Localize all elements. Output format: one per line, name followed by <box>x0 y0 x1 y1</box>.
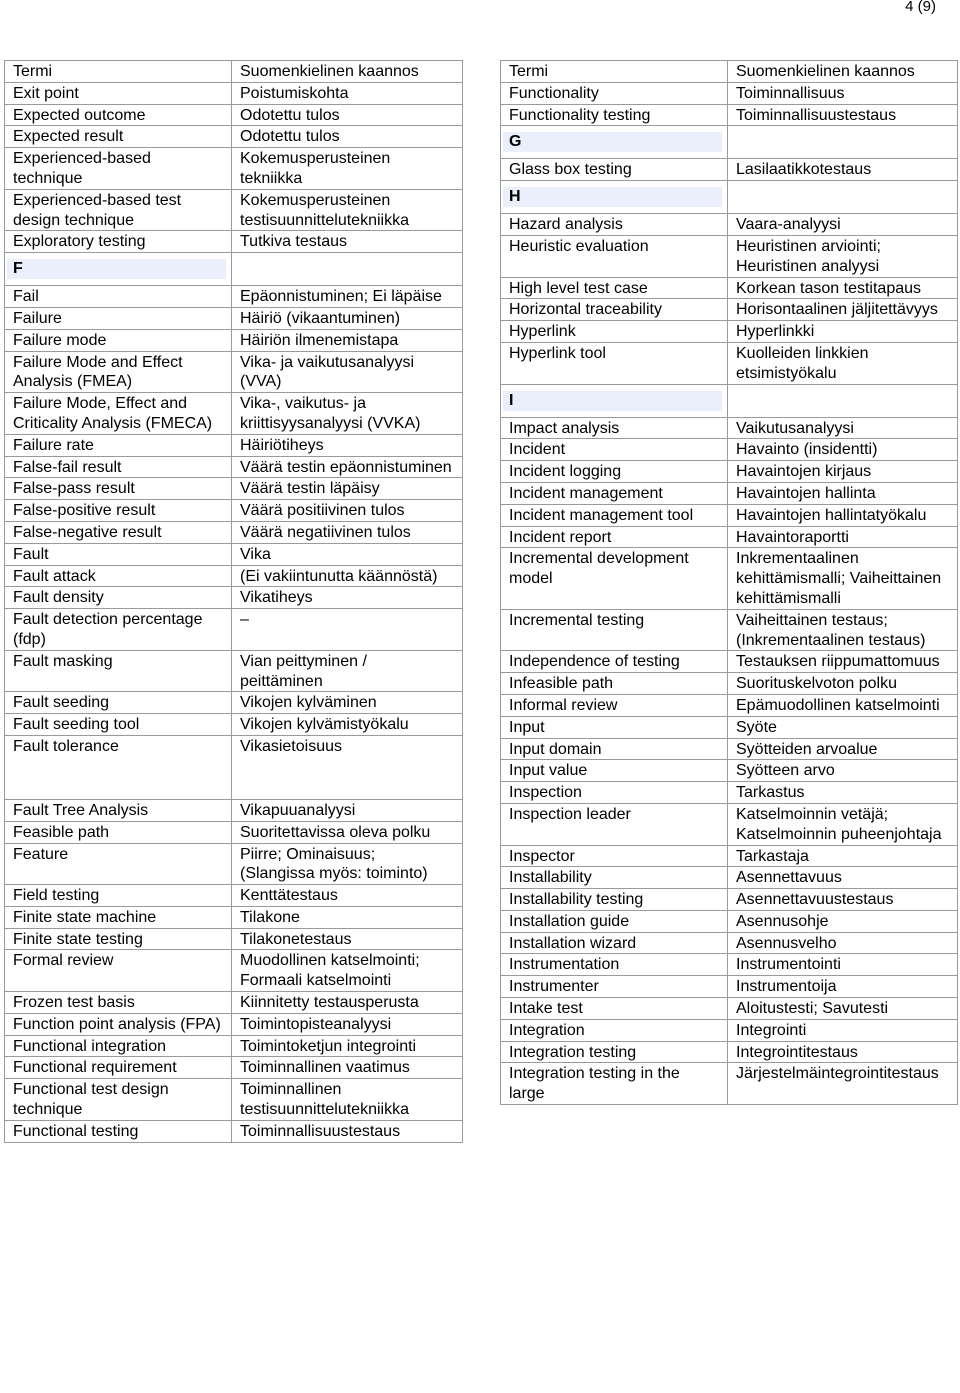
translation-cell: Instrumentointi <box>728 954 958 976</box>
section-cell <box>501 384 728 417</box>
translation-cell: Havaintojen hallintatyökalu <box>728 504 958 526</box>
term-cell: Fault seeding tool <box>5 714 232 736</box>
term-cell: False-fail result <box>5 456 232 478</box>
table-row <box>501 104 958 126</box>
table-row <box>501 342 958 384</box>
translation-cell: Lasilaatikkotestaus <box>728 159 958 181</box>
translation-cell: Toimintopisteanalyysi <box>232 1013 463 1035</box>
term-cell: Exploratory testing <box>5 231 232 253</box>
table-row <box>501 932 958 954</box>
header-translation: Suomenkielinen kaannos <box>728 61 958 83</box>
term-cell: Independence of testing <box>501 651 728 673</box>
table-row <box>5 126 463 148</box>
table-row <box>501 738 958 760</box>
translation-cell: Vikasietoisuus <box>232 735 463 799</box>
table-row <box>501 976 958 998</box>
table-row <box>5 821 463 843</box>
translation-cell: Tilakonetestaus <box>232 928 463 950</box>
table-row <box>501 889 958 911</box>
term-cell: Hyperlink tool <box>501 342 728 384</box>
term-cell: Instrumentation <box>501 954 728 976</box>
translation-cell: Heuristinen arviointi; Heuristinen analyysi <box>728 235 958 277</box>
section-row <box>501 126 958 159</box>
table-row <box>5 735 463 799</box>
translation-cell: Vaiheittainen testaus; (Inkrementaalinen testaus) <box>728 609 958 651</box>
table-row <box>5 1013 463 1035</box>
table-header-row <box>5 61 463 83</box>
translation-cell: Suorituskelvoton polku <box>728 673 958 695</box>
translation-cell: Toiminnallinen vaatimus <box>232 1057 463 1079</box>
table-row <box>501 1019 958 1041</box>
header-term: Termi <box>501 61 728 83</box>
table-row <box>501 1041 958 1063</box>
table-row <box>5 307 463 329</box>
term-cell: Installation wizard <box>501 932 728 954</box>
table-row <box>501 782 958 804</box>
term-cell: Failure <box>5 307 232 329</box>
translation-cell: Vika- ja vaikutusanalyysi (VVA) <box>232 351 463 393</box>
term-cell: Heuristic evaluation <box>501 235 728 277</box>
term-cell: Hazard analysis <box>501 214 728 236</box>
translation-cell: Vika <box>232 543 463 565</box>
term-cell: False-pass result <box>5 478 232 500</box>
table-row <box>5 351 463 393</box>
term-cell: Incremental testing <box>501 609 728 651</box>
term-cell: Impact analysis <box>501 417 728 439</box>
term-cell: Input domain <box>501 738 728 760</box>
term-cell: Integration testing <box>501 1041 728 1063</box>
table-row <box>501 867 958 889</box>
translation-cell: Toiminnallinen testisuunnittelutekniikka <box>232 1079 463 1121</box>
translation-cell: Muodollinen katselmointi; Formaali katselmointi <box>232 950 463 992</box>
term-cell: Functional testing <box>5 1120 232 1142</box>
table-header-row <box>501 61 958 83</box>
section-empty-cell <box>728 384 958 417</box>
term-cell: Input <box>501 716 728 738</box>
table-row <box>5 692 463 714</box>
table-row <box>501 277 958 299</box>
translation-cell: Hyperlinkki <box>728 321 958 343</box>
table-row <box>501 235 958 277</box>
table-row <box>5 799 463 821</box>
translation-cell: Poistumiskohta <box>232 82 463 104</box>
translation-cell: Asennusohje <box>728 910 958 932</box>
translation-cell: Integrointitestaus <box>728 1041 958 1063</box>
term-cell: Failure mode <box>5 329 232 351</box>
table-row <box>5 500 463 522</box>
table-row <box>501 651 958 673</box>
term-cell: Field testing <box>5 885 232 907</box>
section-letter: I <box>503 391 722 411</box>
table-row <box>501 548 958 609</box>
table-row <box>5 478 463 500</box>
table-row <box>501 609 958 651</box>
header-translation: Suomenkielinen kaannos <box>232 61 463 83</box>
table-row <box>5 992 463 1014</box>
table-row <box>5 587 463 609</box>
translation-cell: Instrumentoija <box>728 976 958 998</box>
table-row <box>5 456 463 478</box>
translation-cell: Piirre; Ominaisuus; (Slangissa myös: toiminto) <box>232 843 463 885</box>
translation-cell: Havainto (insidentti) <box>728 439 958 461</box>
translation-cell: Kokemusperusteinen tekniikka <box>232 148 463 190</box>
term-cell: Functional requirement <box>5 1057 232 1079</box>
term-cell: Glass box testing <box>501 159 728 181</box>
table-row <box>501 159 958 181</box>
translation-cell: Epäonnistuminen; Ei läpäise <box>232 286 463 308</box>
page-number: 4 (9) <box>905 0 936 15</box>
table-row <box>5 1057 463 1079</box>
table-row <box>5 521 463 543</box>
term-cell: Installability testing <box>501 889 728 911</box>
term-cell: Incident management <box>501 482 728 504</box>
section-row <box>5 253 463 286</box>
table-row <box>501 910 958 932</box>
term-cell: Inspector <box>501 845 728 867</box>
term-cell: Expected result <box>5 126 232 148</box>
translation-cell: Tarkastus <box>728 782 958 804</box>
table-row <box>5 565 463 587</box>
table-row <box>5 393 463 435</box>
table-row <box>5 286 463 308</box>
translation-cell: Tilakone <box>232 906 463 928</box>
term-cell: Fault detection percentage (fdp) <box>5 609 232 651</box>
translation-cell: (Ei vakiintunutta käännöstä) <box>232 565 463 587</box>
term-cell: Functionality testing <box>501 104 728 126</box>
translation-cell: Toimintoketjun integrointi <box>232 1035 463 1057</box>
term-cell: Exit point <box>5 82 232 104</box>
translation-cell: Kokemusperusteinen testisuunnittelutekniikka <box>232 189 463 231</box>
term-cell: Frozen test basis <box>5 992 232 1014</box>
table-row <box>501 504 958 526</box>
translation-cell: Väärä positiivinen tulos <box>232 500 463 522</box>
term-cell: False-positive result <box>5 500 232 522</box>
table-row <box>501 482 958 504</box>
translation-cell: Häiriö (vikaantuminen) <box>232 307 463 329</box>
term-cell: Experienced-based test design technique <box>5 189 232 231</box>
term-cell: Fail <box>5 286 232 308</box>
table-row <box>5 434 463 456</box>
term-cell: Fault masking <box>5 650 232 692</box>
term-cell: Installation guide <box>501 910 728 932</box>
table-row <box>501 694 958 716</box>
table-row <box>5 82 463 104</box>
term-cell: Functional integration <box>5 1035 232 1057</box>
term-cell: Incremental development model <box>501 548 728 609</box>
translation-cell: Havaintoraportti <box>728 526 958 548</box>
table-row <box>501 998 958 1020</box>
translation-cell: Vika-, vaikutus- ja kriittisyysanalyysi (VVKA) <box>232 393 463 435</box>
term-cell: False-negative result <box>5 521 232 543</box>
term-cell: Installability <box>501 867 728 889</box>
translation-cell: Integrointi <box>728 1019 958 1041</box>
term-cell: Fault tolerance <box>5 735 232 799</box>
table-row <box>501 321 958 343</box>
term-cell: Inspection leader <box>501 803 728 845</box>
section-row <box>501 181 958 214</box>
table-row <box>5 543 463 565</box>
table-row <box>5 906 463 928</box>
term-cell: Infeasible path <box>501 673 728 695</box>
translation-cell: Kenttätestaus <box>232 885 463 907</box>
section-letter: F <box>7 259 226 279</box>
table-row <box>5 231 463 253</box>
table-row <box>501 760 958 782</box>
table-row <box>501 299 958 321</box>
table-row <box>501 82 958 104</box>
section-empty-cell <box>728 181 958 214</box>
translation-cell: Vian peittyminen / peittäminen <box>232 650 463 692</box>
term-cell: Experienced-based technique <box>5 148 232 190</box>
translation-cell: Vaara-analyysi <box>728 214 958 236</box>
translation-cell: Vikatiheys <box>232 587 463 609</box>
term-cell: Functionality <box>501 82 728 104</box>
translation-cell: Syötteiden arvoalue <box>728 738 958 760</box>
translation-cell: Asennettavuus <box>728 867 958 889</box>
section-row <box>501 384 958 417</box>
glossary-table-right <box>500 60 958 1105</box>
translation-cell: Väärä negatiivinen tulos <box>232 521 463 543</box>
header-term: Termi <box>5 61 232 83</box>
translation-cell: Inkrementaalinen kehittämismalli; Vaiheittainen kehittämismalli <box>728 548 958 609</box>
term-cell: Incident logging <box>501 461 728 483</box>
translation-cell: Häiriötiheys <box>232 434 463 456</box>
term-cell: Fault density <box>5 587 232 609</box>
term-cell: Function point analysis (FPA) <box>5 1013 232 1035</box>
translation-cell: Asennusvelho <box>728 932 958 954</box>
translation-cell: Odotettu tulos <box>232 104 463 126</box>
table-row <box>501 716 958 738</box>
table-row <box>5 189 463 231</box>
translation-cell: Tutkiva testaus <box>232 231 463 253</box>
table-row <box>5 609 463 651</box>
term-cell: Fault <box>5 543 232 565</box>
table-row <box>5 104 463 126</box>
translation-cell: Odotettu tulos <box>232 126 463 148</box>
term-cell: Informal review <box>501 694 728 716</box>
table-row <box>5 843 463 885</box>
term-cell: Failure rate <box>5 434 232 456</box>
translation-cell: Vikapuuanalyysi <box>232 799 463 821</box>
glossary-table-left <box>4 60 463 1143</box>
translation-cell: Kiinnitetty testausperusta <box>232 992 463 1014</box>
translation-cell: Havaintojen hallinta <box>728 482 958 504</box>
section-cell <box>501 181 728 214</box>
translation-cell: – <box>232 609 463 651</box>
section-letter: H <box>503 187 722 207</box>
translation-cell: Epämuodollinen katselmointi <box>728 694 958 716</box>
section-empty-cell <box>728 126 958 159</box>
term-cell: Inspection <box>501 782 728 804</box>
table-row <box>501 439 958 461</box>
translation-cell: Vaikutusanalyysi <box>728 417 958 439</box>
translation-cell: Vikojen kylvämistyökalu <box>232 714 463 736</box>
translation-cell: Toiminnallisuustestaus <box>728 104 958 126</box>
translation-cell: Suoritettavissa oleva polku <box>232 821 463 843</box>
term-cell: High level test case <box>501 277 728 299</box>
table-row <box>501 803 958 845</box>
term-cell: Integration testing in the large <box>501 1063 728 1105</box>
table-row <box>5 1035 463 1057</box>
table-row <box>5 650 463 692</box>
term-cell: Functional test design technique <box>5 1079 232 1121</box>
translation-cell: Väärä testin läpäisy <box>232 478 463 500</box>
term-cell: Fault attack <box>5 565 232 587</box>
translation-cell: Toiminnallisuus <box>728 82 958 104</box>
translation-cell: Väärä testin epäonnistuminen <box>232 456 463 478</box>
term-cell: Failure Mode, Effect and Criticality Analysis (FMECA) <box>5 393 232 435</box>
table-row <box>501 1063 958 1105</box>
section-cell <box>501 126 728 159</box>
translation-cell: Testauksen riippumattomuus <box>728 651 958 673</box>
translation-cell: Vikojen kylväminen <box>232 692 463 714</box>
term-cell: Finite state testing <box>5 928 232 950</box>
table-row <box>501 673 958 695</box>
term-cell: Incident report <box>501 526 728 548</box>
table-row <box>501 214 958 236</box>
term-cell: Fault seeding <box>5 692 232 714</box>
term-cell: Horizontal traceability <box>501 299 728 321</box>
table-row <box>5 1120 463 1142</box>
term-cell: Fault Tree Analysis <box>5 799 232 821</box>
term-cell: Finite state machine <box>5 906 232 928</box>
table-row <box>501 845 958 867</box>
table-row <box>5 928 463 950</box>
term-cell: Feature <box>5 843 232 885</box>
section-letter: G <box>503 132 722 152</box>
translation-cell: Korkean tason testitapaus <box>728 277 958 299</box>
term-cell: Input value <box>501 760 728 782</box>
translation-cell: Syöte <box>728 716 958 738</box>
table-row <box>501 461 958 483</box>
term-cell: Feasible path <box>5 821 232 843</box>
term-cell: Incident management tool <box>501 504 728 526</box>
translation-cell: Kuolleiden linkkien etsimistyökalu <box>728 342 958 384</box>
term-cell: Instrumenter <box>501 976 728 998</box>
term-cell: Hyperlink <box>501 321 728 343</box>
translation-cell: Tarkastaja <box>728 845 958 867</box>
table-row <box>5 885 463 907</box>
term-cell: Intake test <box>501 998 728 1020</box>
translation-cell: Toiminnallisuustestaus <box>232 1120 463 1142</box>
term-cell: Failure Mode and Effect Analysis (FMEA) <box>5 351 232 393</box>
section-empty-cell <box>232 253 463 286</box>
table-row <box>5 148 463 190</box>
table-row <box>5 329 463 351</box>
section-cell <box>5 253 232 286</box>
table-row <box>5 714 463 736</box>
translation-cell: Asennettavuustestaus <box>728 889 958 911</box>
table-row <box>5 1079 463 1121</box>
translation-cell: Katselmoinnin vetäjä; Katselmoinnin puheenjohtaja <box>728 803 958 845</box>
translation-cell: Aloitustesti; Savutesti <box>728 998 958 1020</box>
table-row <box>501 526 958 548</box>
translation-cell: Syötteen arvo <box>728 760 958 782</box>
translation-cell: Havaintojen kirjaus <box>728 461 958 483</box>
translation-cell: Horisontaalinen jäljitettävyys <box>728 299 958 321</box>
term-cell: Incident <box>501 439 728 461</box>
term-cell: Expected outcome <box>5 104 232 126</box>
term-cell: Integration <box>501 1019 728 1041</box>
translation-cell: Järjestelmäintegrointitestaus <box>728 1063 958 1105</box>
term-cell: Formal review <box>5 950 232 992</box>
table-row <box>501 954 958 976</box>
table-row <box>501 417 958 439</box>
translation-cell: Häiriön ilmenemistapa <box>232 329 463 351</box>
table-row <box>5 950 463 992</box>
